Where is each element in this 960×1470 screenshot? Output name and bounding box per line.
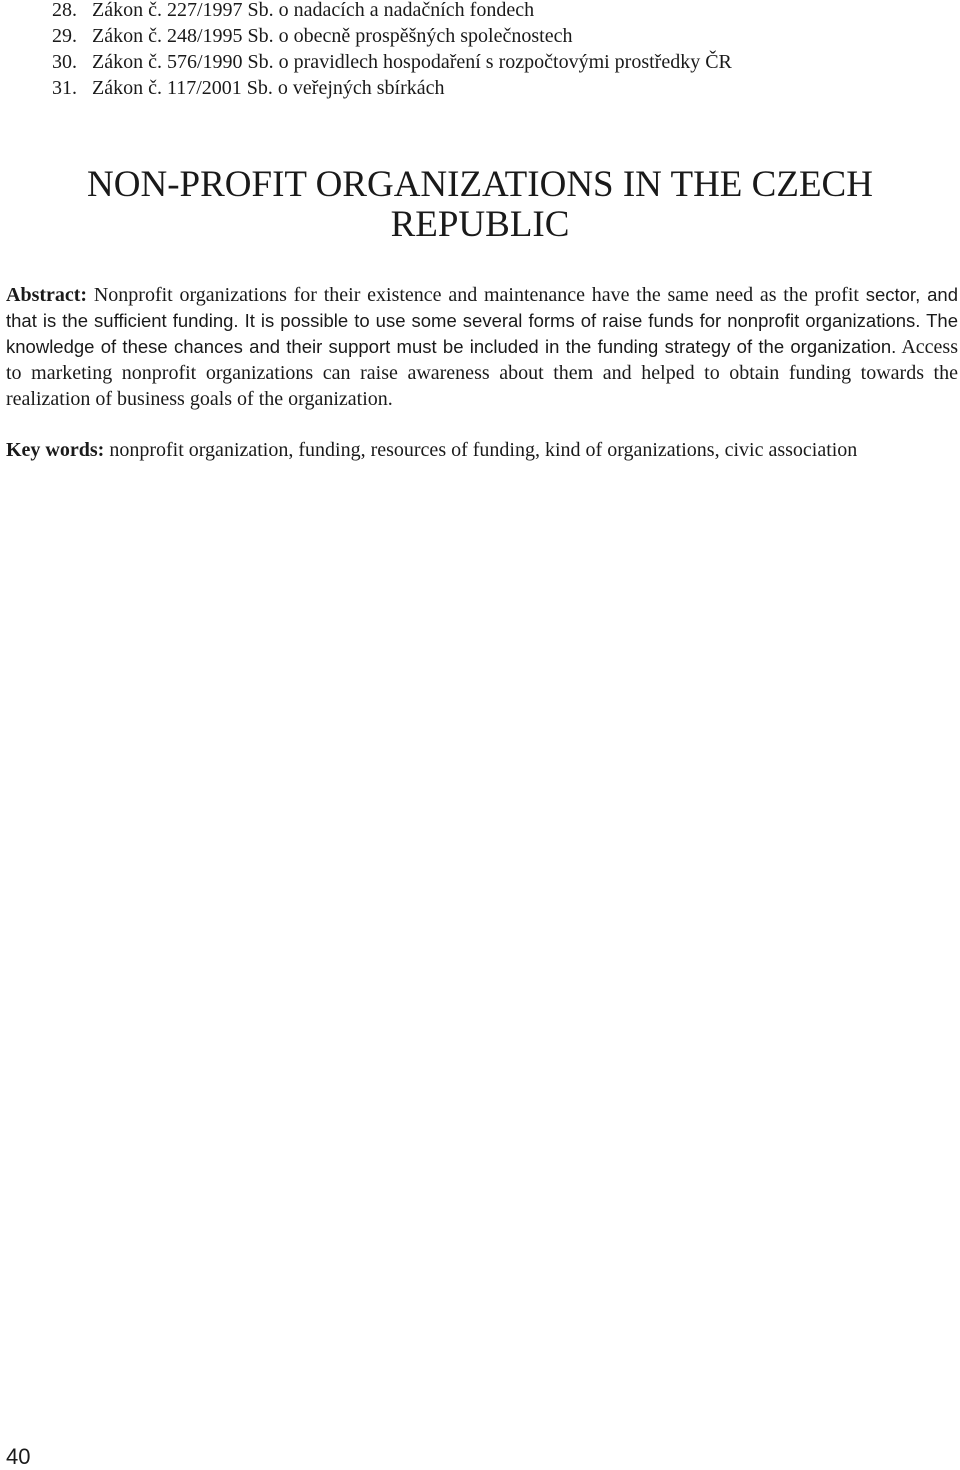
abstract-text-part2: sector, and that is the sufficient funding. It is possible to use some several forms of raise funds for nonprofit organizations. The knowledge of these chances and their support must be included in the funding strategy of the organization.	[6, 284, 958, 357]
reference-item	[52, 23, 732, 49]
keywords-text: nonprofit organization, funding, resources of funding, kind of organizations, civic association	[104, 439, 858, 461]
reference-number: 29.	[52, 25, 77, 47]
reference-text: Zákon č. 248/1995 Sb. o obecně prospěšných společnostech	[92, 25, 573, 47]
abstract-text-part1: Nonprofit organizations for their existence and maintenance have the same need as the profit	[87, 284, 866, 306]
page-number: 40	[6, 1444, 31, 1469]
abstract-paragraph	[6, 282, 958, 412]
reference-number: 30.	[52, 51, 77, 73]
reference-text: Zákon č. 576/1990 Sb. o pravidlech hospodaření s rozpočtovými prostředky ČR	[92, 51, 732, 73]
reference-list	[52, 0, 732, 101]
keywords-label: Key words:	[6, 439, 105, 461]
reference-item	[52, 0, 732, 23]
reference-number: 31.	[52, 77, 77, 99]
abstract-text-part3: Access to marketing nonprofit organizations can raise awareness about them and helped to obtain funding towards the realization of business goals of the organization.	[6, 336, 958, 410]
keywords-paragraph	[6, 437, 958, 463]
reference-item	[52, 75, 732, 101]
abstract-label: Abstract:	[6, 284, 88, 306]
reference-text: Zákon č. 117/2001 Sb. o veřejných sbírkách	[92, 77, 445, 99]
article-title: NON-PROFIT ORGANIZATIONS IN THE CZECH REPUBLIC	[87, 164, 873, 245]
reference-item	[52, 49, 732, 75]
reference-text: Zákon č. 227/1997 Sb. o nadacích a nadačních fondech	[92, 0, 535, 21]
reference-number: 28.	[52, 0, 77, 21]
